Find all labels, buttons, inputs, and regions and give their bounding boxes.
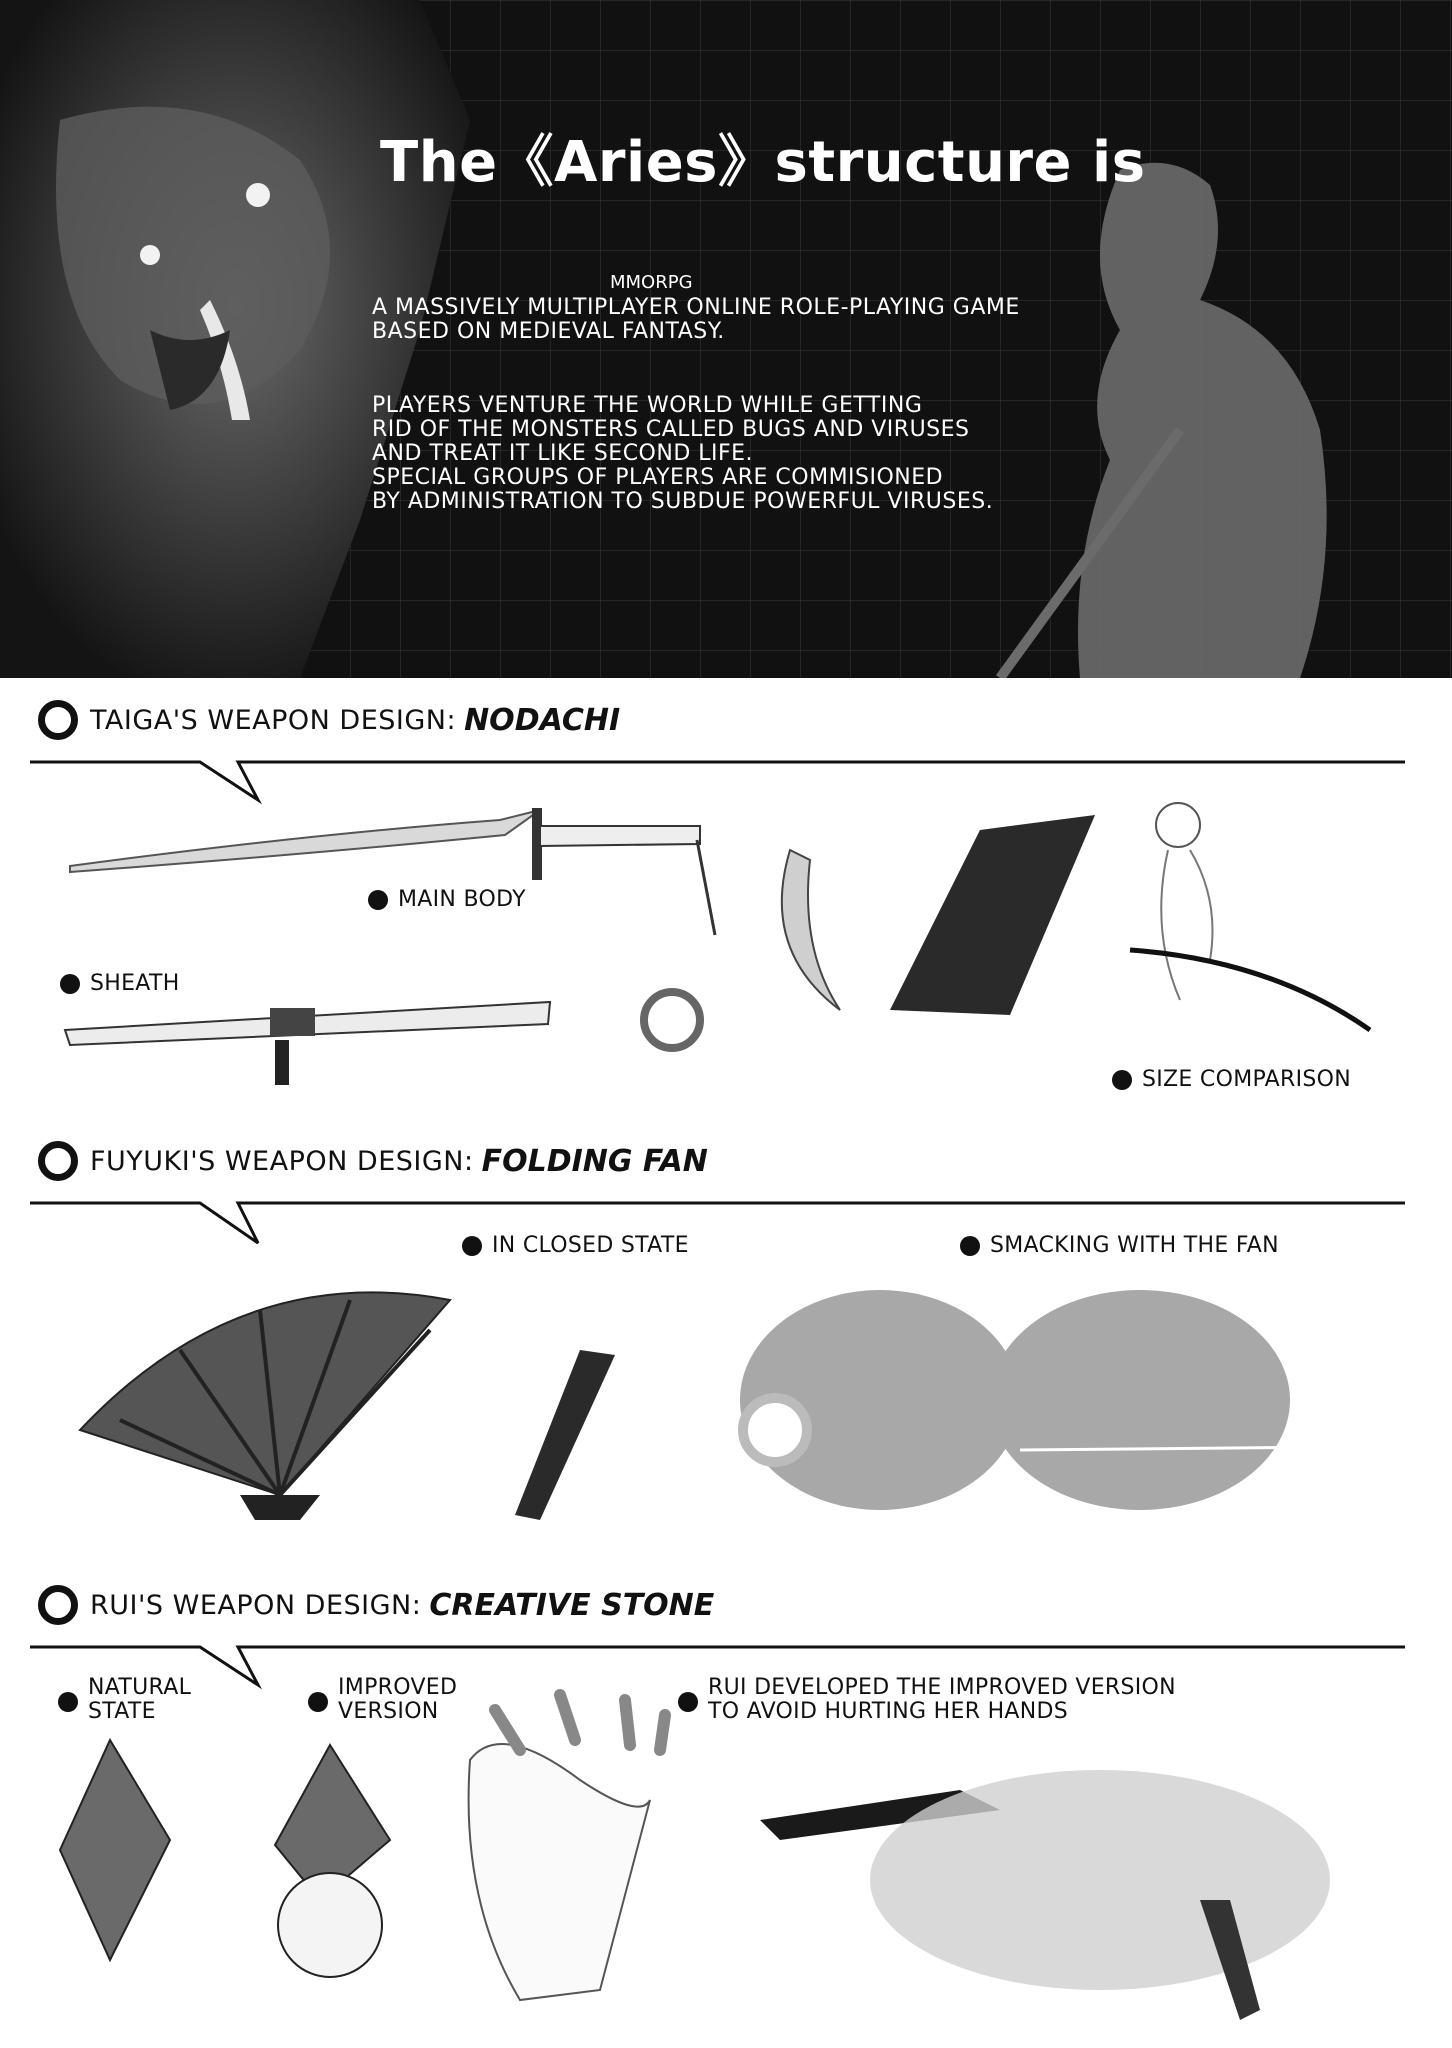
label-size-comparison [1112, 1068, 1351, 1092]
label-closed-state [462, 1234, 689, 1258]
section-header-folding-fan [38, 1136, 708, 1186]
hero-line: AND TREAT IT LIKE SECOND LIFE. [372, 441, 754, 466]
bullet-dot-icon [308, 1692, 328, 1712]
hero-line: BASED ON MEDIEVAL FANTASY. [372, 319, 725, 344]
bullet-dot-icon [678, 1692, 698, 1712]
section-weapon-name: NODACHI [464, 702, 621, 738]
bullet-dot-icon [462, 1236, 482, 1256]
label-text: VERSION [338, 1699, 439, 1724]
label-main-body [368, 888, 526, 912]
section-prefix: TAIGA'S WEAPON DESIGN: [90, 704, 457, 736]
section-weapon-name: CREATIVE STONE [429, 1587, 715, 1623]
label-text: RUI DEVELOPED THE IMPROVED VERSION [708, 1675, 1176, 1700]
label-text: STATE [88, 1699, 156, 1724]
label-text: TO AVOID HURTING HER HANDS [708, 1699, 1069, 1724]
bullet-dot-icon [368, 890, 388, 910]
section-weapon-name: FOLDING FAN [481, 1143, 708, 1179]
label-text: MAIN BODY [398, 887, 526, 912]
hero-line: RID OF THE MONSTERS CALLED BUGS AND VIRUSES [372, 417, 970, 442]
label-rui-note [678, 1676, 1176, 1724]
label-text: SHEATH [90, 971, 180, 996]
circle-bullet-icon [38, 1585, 78, 1625]
label-smacking [960, 1234, 1279, 1258]
label-text: SIZE COMPARISON [1142, 1067, 1351, 1092]
label-sheath [60, 972, 180, 996]
label-text: IMPROVED [338, 1675, 458, 1700]
bullet-dot-icon [60, 974, 80, 994]
bullet-dot-icon [58, 1692, 78, 1712]
circle-bullet-icon [38, 700, 78, 740]
bullet-dot-icon [1112, 1070, 1132, 1090]
label-natural-state [58, 1676, 191, 1724]
section-prefix: RUI'S WEAPON DESIGN: [90, 1589, 422, 1621]
hero-line: PLAYERS VENTURE THE WORLD WHILE GETTING [372, 393, 923, 418]
circle-bullet-icon [38, 1141, 78, 1181]
section-header-creative-stone [38, 1580, 714, 1630]
hero-line: BY ADMINISTRATION TO SUBDUE POWERFUL VIRUSES. [372, 489, 994, 514]
hero-subtitle: MMORPG [610, 272, 693, 293]
label-text: SMACKING WITH THE FAN [990, 1233, 1279, 1258]
section-prefix: FUYUKI'S WEAPON DESIGN: [90, 1145, 474, 1177]
label-text: IN CLOSED STATE [492, 1233, 689, 1258]
label-text: NATURAL [88, 1675, 192, 1700]
bullet-dot-icon [960, 1236, 980, 1256]
hero-title: The《Aries》structure is [380, 130, 1146, 195]
label-improved-version [308, 1676, 457, 1724]
hero-line: A MASSIVELY MULTIPLAYER ONLINE ROLE-PLAYING GAME [372, 295, 1020, 320]
hero-line: SPECIAL GROUPS OF PLAYERS ARE COMMISIONED [372, 465, 944, 490]
section-header-nodachi [38, 695, 620, 745]
